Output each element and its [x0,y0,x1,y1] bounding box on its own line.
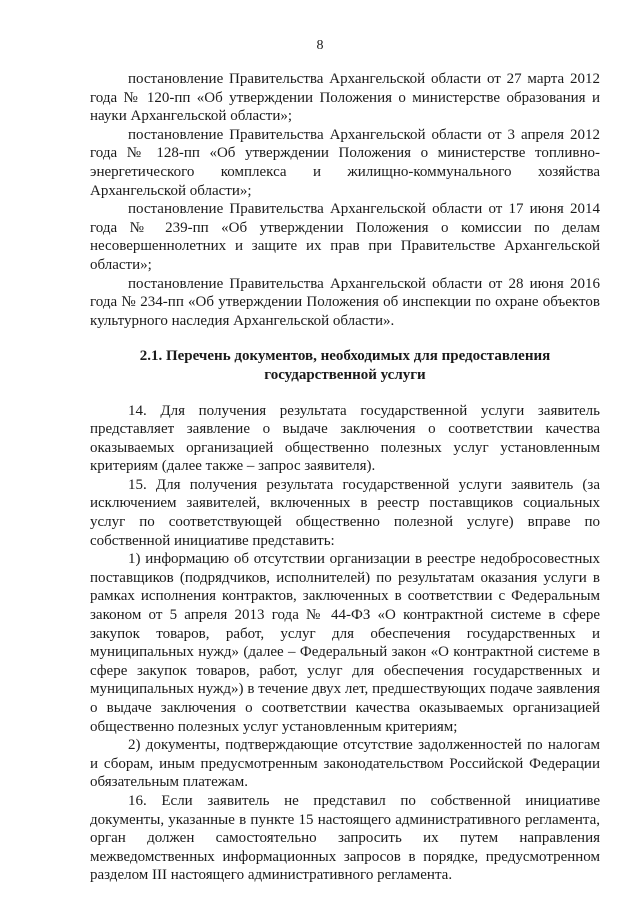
paragraph-resolution-120pp: постановление Правительства Архангельской области от 27 марта 2012 года № 120-пп «Об утверждении Положения о министерстве образования и науки Архангельской области»; [90,71,600,125]
section-heading [90,347,600,384]
paragraph-item-15: 15. Для получения результата государственной услуги заявитель (за исключением заявителей, включенных в реестр поставщиков социальных услуг по соответствующей общественно полезной услуге) вправе по собственной инициативе представить: [90,476,600,549]
paragraph-item-14: 14. Для получения результата государственной услуги заявитель представляет заявление о выдаче заключения о соответствии качества оказываемых организацией общественно полезных услуг установленным критериям (далее также – запрос заявителя). [90,402,600,475]
paragraph-subitem-1: 1) информацию об отсутствии организации в реестре недобросовестных поставщиков (подрядчиков, исполнителей) по результатам оказания услуги в рамках исполнения контрактов, заключенных в соответствии с Федеральным законом от 5 апреля 2013 года № 44-ФЗ «О контрактной системе в сфере закупок товаров, работ, услуг для обеспечения государственных и муниципальных нужд» (далее – Федеральный закон «О контрактной системе в сфере закупок товаров, работ, услуг для обеспечения государственных и муниципальных нужд») в течение двух лет, предшествующих подаче заявления о выдаче заключения о соответствии качества оказываемых организацией общественно полезных услуг установленным критериям; [90,551,600,735]
page-content [90,70,600,885]
paragraph-subitem-2: 2) документы, подтверждающие отсутствие задолженностей по налогам и сборам, иным предусмотренным законодательством Российской Федерации обязательным платежам. [90,737,600,791]
page-number: 8 [316,38,324,53]
section-heading-line-1: 2.1. Перечень документов, необходимых для предоставления [139,348,551,365]
paragraph-resolution-239pp: постановление Правительства Архангельской области от 17 июня 2014 года № 239-пп «Об утверждении Положения о комиссии по делам несовершеннолетних и защите их прав при Правительстве Архангельской области»; [90,201,600,273]
paragraph-item-16: 16. Если заявитель не представил по собственной инициативе документы, указанные в пункте 15 настоящего административного регламента, орган должен самостоятельно запросить их путем направления межведомственных информационных запросов в порядке, предусмотренном разделом III настоящего административного регламента. [90,792,600,884]
paragraph-resolution-234pp: постановление Правительства Архангельской области от 28 июня 2016 года № 234-пп «Об утверждении Положения об инспекции по охране объектов культурного наследия Архангельской области». [90,275,600,329]
section-heading-line-2: государственной услуги [264,366,426,383]
paragraph-resolution-128pp: постановление Правительства Архангельской области от 3 апреля 2012 года № 128-пп «Об утверждении Положения о министерстве топливно-энергетического комплекса и жилищно-коммунального хозяйства Архангельской области»; [90,126,600,199]
